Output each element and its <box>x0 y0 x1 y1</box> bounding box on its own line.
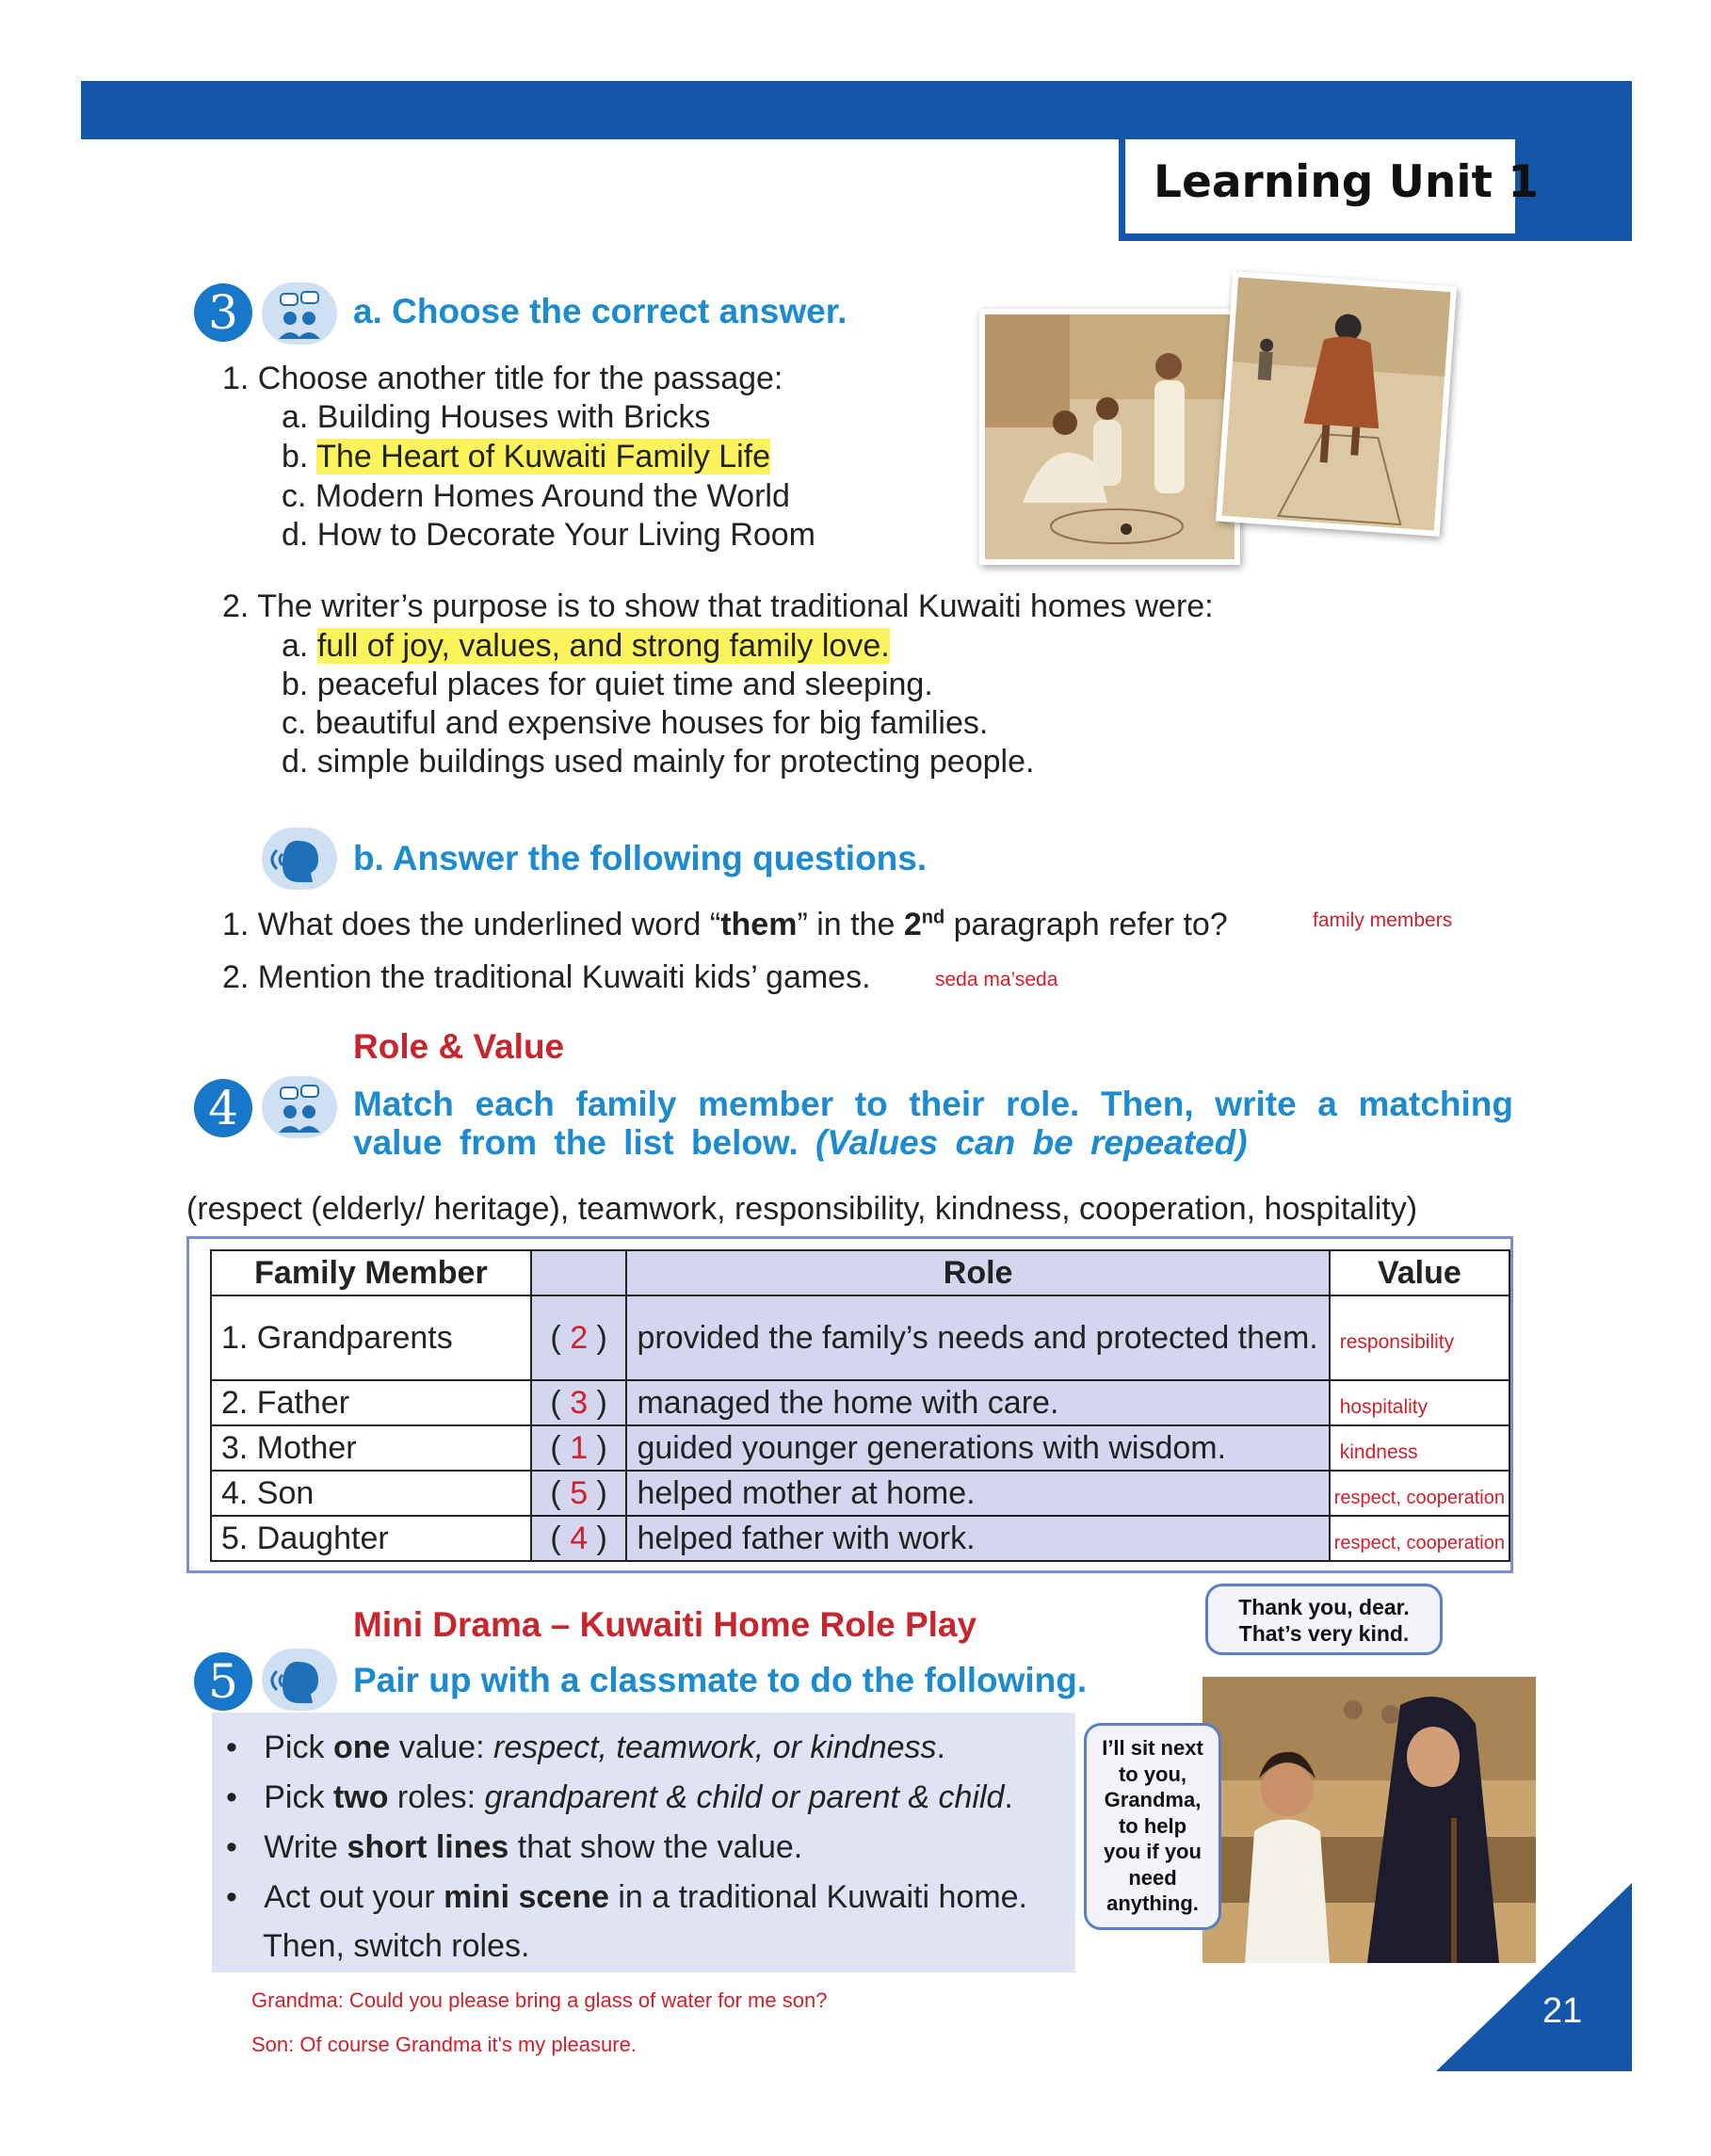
bullet-4-continuation: Then, switch roles. <box>263 1928 530 1964</box>
q1-option-b-letter: b. <box>282 439 317 475</box>
boy-speech-bubble <box>1084 1723 1221 1930</box>
b-q1-start: 1. What does the underlined word “ <box>222 907 721 942</box>
b-q2: 2. Mention the traditional Kuwaiti kids’ games. <box>222 959 871 995</box>
role-cell: managed the home with care. <box>626 1380 1329 1425</box>
boy-line: you if you <box>1104 1840 1202 1863</box>
match-number: 4 <box>570 1520 589 1556</box>
section-4-instruction-text: value from the list below. <box>353 1123 799 1162</box>
member-cell: 5. Daughter <box>211 1516 531 1561</box>
header-match <box>531 1250 627 1295</box>
role-cell: guided younger generations with wisdom. <box>626 1425 1329 1471</box>
discussion-icon <box>262 282 337 345</box>
b-q1-ordinal-suffix: nd <box>921 907 945 928</box>
boy-line: to help <box>1118 1813 1187 1838</box>
bullet-1-end: . <box>936 1730 945 1765</box>
unit-title: Learning Unit 1 <box>1154 156 1540 208</box>
q2-option-a <box>282 628 890 665</box>
bullet-3-bold: short lines <box>347 1829 509 1865</box>
value-answer: respect, cooperation <box>1333 1487 1505 1508</box>
match-cell: ( 5 ) <box>531 1471 627 1516</box>
header-bar <box>81 81 1632 139</box>
section-4-number: 4 <box>194 1079 252 1137</box>
match-number: 2 <box>570 1319 589 1356</box>
value-cell <box>1330 1425 1509 1471</box>
q1-option-c: c. Modern Homes Around the World <box>282 478 790 514</box>
value-answer: responsibility <box>1339 1330 1455 1353</box>
b-q1-end: paragraph refer to? <box>944 907 1228 942</box>
value-cell <box>1330 1295 1509 1380</box>
bullet-2-bold: two <box>332 1779 389 1815</box>
role-cell: helped mother at home. <box>626 1471 1329 1516</box>
table-header-row <box>211 1250 1509 1295</box>
header-role: Role <box>626 1250 1329 1295</box>
bullet-2-italic: grandparent & child or parent & child <box>484 1779 1005 1815</box>
table-row <box>211 1380 1509 1425</box>
boy-line: to you, <box>1118 1762 1187 1786</box>
q2-option-b: b. peaceful places for quiet time and sleeping. <box>282 667 933 702</box>
bullet-2-end: . <box>1004 1779 1013 1815</box>
q1-option-b <box>282 439 770 475</box>
header-value: Value <box>1330 1250 1509 1295</box>
match-cell: ( 3 ) <box>531 1380 627 1425</box>
section-4-instruction-note: (Values can be repeated) <box>815 1123 1248 1162</box>
grandma-speech-bubble <box>1205 1584 1443 1655</box>
bullet-2: • Pick two roles: grandparent & child or parent & child. <box>226 1779 1013 1815</box>
section-3-number: 3 <box>194 283 252 342</box>
section-4-instruction-line2 <box>353 1123 1248 1163</box>
value-cell <box>1330 1380 1509 1425</box>
bullet-2-mid: roles: <box>388 1779 485 1815</box>
match-cell: ( 1 ) <box>531 1425 627 1471</box>
bullet-4-bold: mini scene <box>444 1879 609 1915</box>
value-answer: respect, cooperation <box>1333 1532 1505 1553</box>
table-row <box>211 1295 1509 1380</box>
bullet-2-start: Pick <box>264 1779 333 1815</box>
member-cell: 2. Father <box>211 1380 531 1425</box>
page-number: 21 <box>1542 1991 1583 2031</box>
marbles-game-photo <box>979 309 1240 565</box>
speaking-icon <box>262 828 337 890</box>
b-q1-ordinal: 2 <box>903 907 922 942</box>
table-row <box>211 1471 1509 1516</box>
bullet-4-start: Act out your <box>264 1879 444 1915</box>
boy-line: anything. <box>1106 1891 1199 1915</box>
bullet-1-start: Pick <box>264 1730 333 1765</box>
bullet-1: • Pick one value: respect, teamwork, or kindness. <box>226 1730 945 1765</box>
q2-option-d: d. simple buildings used mainly for protecting people. <box>282 744 1035 780</box>
value-answer: hospitality <box>1339 1395 1429 1418</box>
match-number: 3 <box>570 1384 589 1421</box>
bullet-1-bold: one <box>332 1730 391 1765</box>
member-cell: 3. Mother <box>211 1425 531 1471</box>
q1-option-a: a. Building Houses with Bricks <box>282 399 711 435</box>
b-q2-answer: seda ma’seda <box>935 969 1058 990</box>
bullet-1-italic: respect, teamwork, or kindness <box>493 1730 937 1765</box>
bullet-1-mid: value: <box>390 1730 494 1765</box>
page-corner-triangle <box>1436 1883 1632 2071</box>
values-list: (respect (elderly/ heritage), teamwork, responsibility, kindness, cooperation, hospitality) <box>186 1191 1418 1227</box>
b-q1-answer: family members <box>1313 909 1453 931</box>
role-cell: helped father with work. <box>626 1516 1329 1561</box>
boy-line: Grandma, <box>1104 1788 1202 1811</box>
b-q1-word: them <box>720 907 798 942</box>
table-row <box>211 1516 1509 1561</box>
dialogue-line-2: Son: Of course Grandma it's my pleasure. <box>251 2033 637 2056</box>
role-cell: provided the family’s needs and protected them. <box>626 1295 1329 1380</box>
table-row <box>211 1425 1509 1471</box>
q1-option-b-highlighted: The Heart of Kuwaiti Family Life <box>316 439 771 475</box>
section-4-instruction-line1: Match each family member to their role. Then, write a matching <box>353 1085 1513 1123</box>
section-3b-heading: b. Answer the following questions. <box>353 839 928 877</box>
section-5-number: 5 <box>194 1652 252 1711</box>
boy-line: need <box>1128 1865 1177 1890</box>
q2-question: 2. The writer’s purpose is to show that traditional Kuwaiti homes were: <box>222 588 1214 624</box>
boy-line: I’ll sit next <box>1102 1736 1203 1760</box>
match-cell: ( 4 ) <box>531 1516 627 1561</box>
member-cell: 1. Grandparents <box>211 1295 531 1380</box>
q2-option-a-highlighted: full of joy, values, and strong family love. <box>316 628 890 664</box>
value-cell <box>1330 1516 1509 1561</box>
b-q1 <box>222 907 1228 943</box>
q2-option-c: c. beautiful and expensive houses for big families. <box>282 705 989 741</box>
section-3a-heading: a. Choose the correct answer. <box>353 292 847 330</box>
value-cell <box>1330 1471 1509 1516</box>
match-number: 1 <box>570 1429 589 1466</box>
speaking-icon <box>262 1649 337 1711</box>
bullet-3-start: Write <box>264 1829 347 1865</box>
section-4-title: Role & Value <box>353 1027 565 1066</box>
match-cell: ( 2 ) <box>531 1295 627 1380</box>
role-value-table-frame <box>186 1236 1513 1573</box>
hopscotch-game-photo <box>1216 271 1457 537</box>
member-cell: 4. Son <box>211 1471 531 1516</box>
bullet-4: • Act out your mini scene in a traditional Kuwaiti home. <box>226 1879 1027 1915</box>
role-value-table <box>210 1249 1510 1562</box>
bullet-3: • Write short lines that show the value. <box>226 1829 803 1865</box>
grandma-line-2: That’s very kind. <box>1238 1621 1410 1646</box>
q2-option-a-letter: a. <box>282 628 317 664</box>
section-5-instruction: Pair up with a classmate to do the following. <box>353 1661 1088 1699</box>
section-5-title: Mini Drama – Kuwaiti Home Role Play <box>353 1605 977 1644</box>
header-family-member: Family Member <box>211 1250 531 1295</box>
q1-option-d: d. How to Decorate Your Living Room <box>282 517 815 553</box>
match-number: 5 <box>570 1474 589 1511</box>
bullet-3-end: that show the value. <box>508 1829 803 1865</box>
dialogue-line-1: Grandma: Could you please bring a glass of water for me son? <box>251 1988 828 2012</box>
grandma-line-1: Thank you, dear. <box>1238 1595 1410 1619</box>
q1-question: 1. Choose another title for the passage: <box>222 361 783 396</box>
discussion-icon <box>262 1076 337 1138</box>
value-answer: kindness <box>1339 1440 1418 1463</box>
bullet-4-end: in a traditional Kuwaiti home. <box>608 1879 1027 1915</box>
b-q1-mid: ” in the <box>797 907 904 942</box>
